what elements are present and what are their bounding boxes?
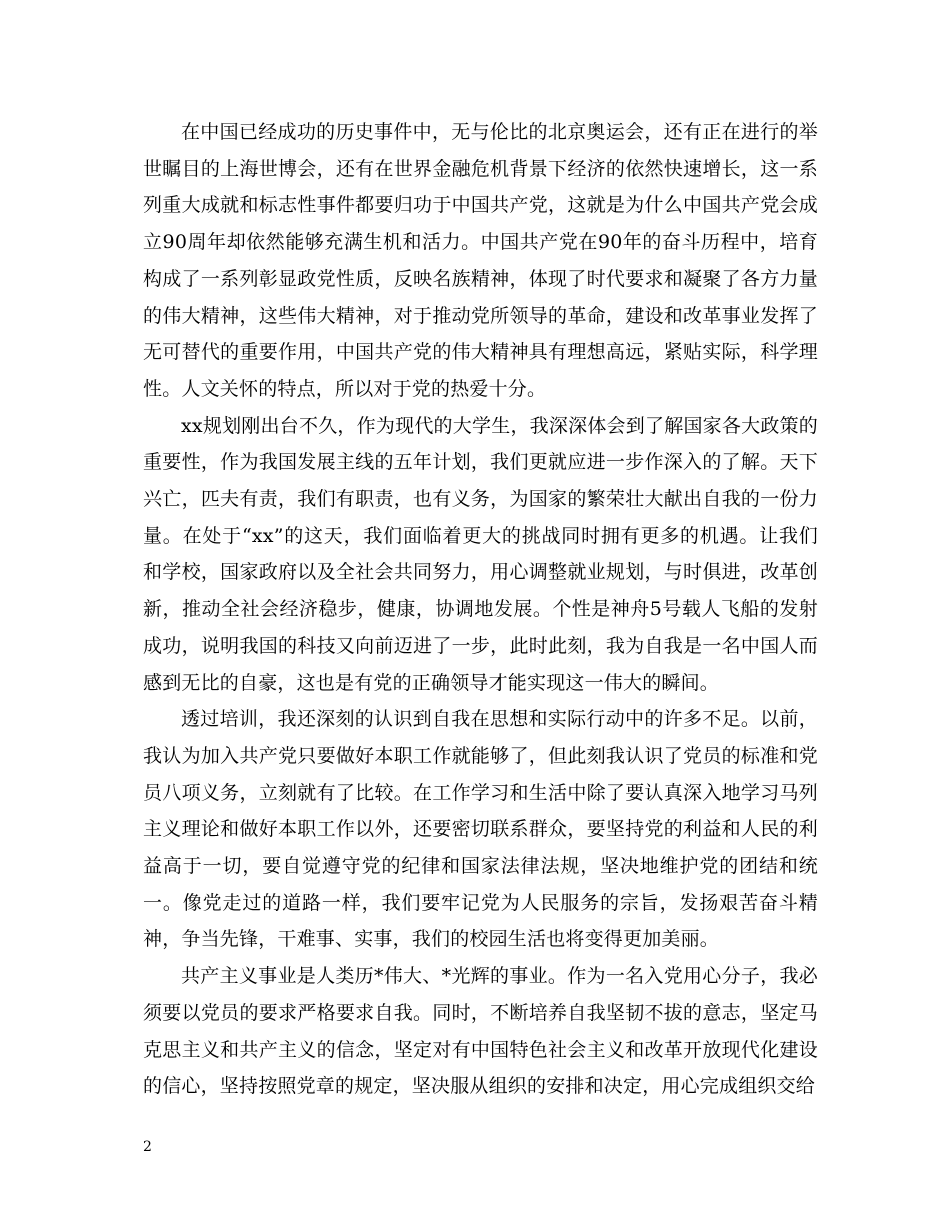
paragraph: 透过培训，我还深刻的认识到自我在思想和实际行动中的许多不足。以前，我认为加入共产党只要做好本职工作就能够了，但此刻我认识了党员的标准和党员八项义务，立刻就有了比较。在工作学习和生活中除了要认真深入地学习马列主义理论和做好本职工作以外，还要密切联系群众，要坚持党的利益和人民的利益高于一切，要自觉遵守党的纪律和国家法律法规，坚决地维护党的团结和统一。像党走过的道路一样，我们要牢记党为人民服务的宗旨，发扬艰苦奋斗精神，争当先锋，干难事、实事，我们的校园生活也将变得更加美丽。 xyxy=(143,708,818,951)
page-number: 2 xyxy=(143,1139,152,1155)
paragraph: 在中国已经成功的历史事件中，无与伦比的北京奥运会，还有正在进行的举世瞩目的上海世博会，还有在世界金融危机背景下经济的依然快速增长，这一系列重大成就和标志性事件都要归功于中国共产党，这就是为什么中国共产党会成立90周年却依然能够充满生机和活力。中国共产党在90年的奋斗历程中，培育构成了一系列彰显政党性质，反映名族精神，体现了时代要求和凝聚了各方力量的伟大精神，这些伟大精神，对于推动党所领导的革命，建设和改革事业发挥了无可替代的重要作用，中国共产党的伟大精神具有理想高远，紧贴实际，科学理性。人文关怀的特点，所以对于党的热爱十分。 xyxy=(143,121,818,400)
paragraph: 共产主义事业是人类历*伟大、*光辉的事业。作为一名入党用心分子，我必须要以党员的要求严格要求自我。同时，不断培养自我坚韧不拔的意志，坚定马克思主义和共产主义的信念，坚定对有中国特色社会主义和改革开放现代化建设的信心，坚持按照党章的规定，坚决服从组织的安排和决定，用心完成组织交给 xyxy=(143,965,818,1098)
body-text xyxy=(143,114,818,1105)
paragraph: xx规划刚出台不久，作为现代的大学生，我深深体会到了解国家各大政策的重要性，作为我国发展主线的五年计划，我们更就应进一步作深入的了解。天下兴亡，匹夫有责，我们有职责，也有义务，为国家的繁荣壮大献出自我的一份力量。在处于“xx”的这天，我们面临着更大的挑战同时拥有更多的机遇。让我们和学校，国家政府以及全社会共同努力，用心调整就业规划，与时俱进，改革创新，推动全社会经济稳步，健康，协调地发展。个性是神舟5号载人飞船的发射成功，说明我国的科技又向前迈进了一步，此时此刻，我为自我是一名中国人而感到无比的自豪，这也是有党的正确领导才能实现这一伟大的瞬间。 xyxy=(143,414,818,694)
